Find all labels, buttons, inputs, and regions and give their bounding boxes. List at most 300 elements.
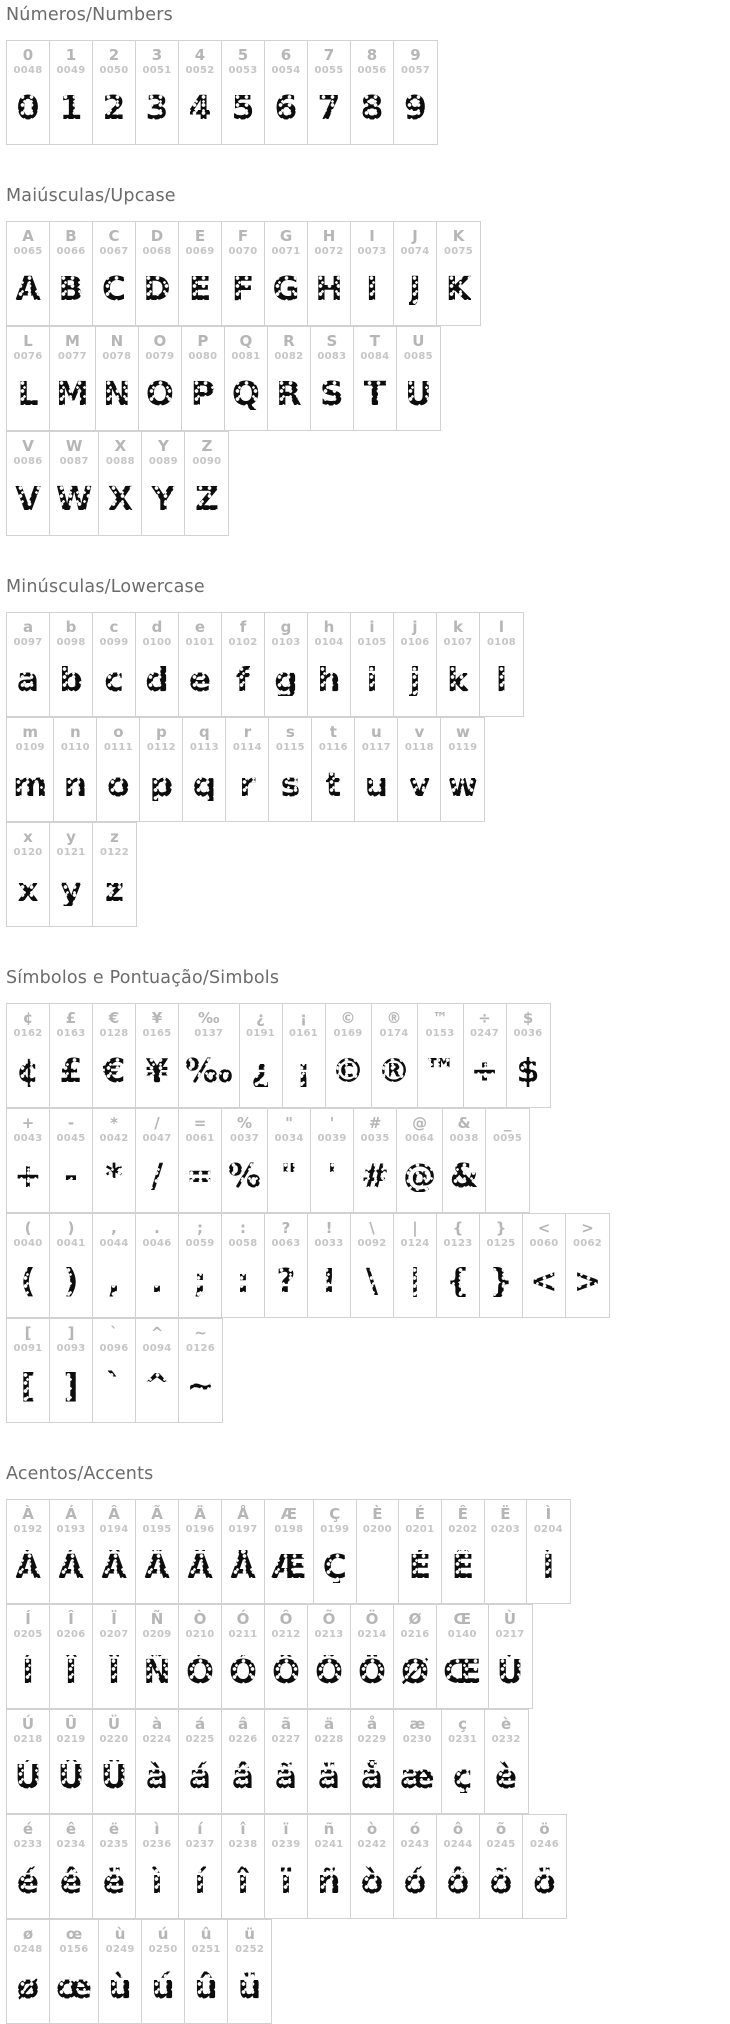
char-code: 0220 <box>99 1734 129 1745</box>
char-code: 0049 <box>56 65 86 76</box>
glyph-cell <box>351 613 394 716</box>
glyph-box <box>13 859 43 920</box>
char-code: 0069 <box>185 246 215 257</box>
char-code: 0055 <box>314 65 344 76</box>
font-glyph: ç <box>452 1757 473 1796</box>
font-glyph: / <box>150 1156 164 1195</box>
glyph-cell <box>136 222 179 325</box>
char-code: 0117 <box>361 742 391 753</box>
char-code: 0080 <box>188 351 218 362</box>
glyph-cell <box>7 41 50 144</box>
font-glyph: Ò <box>185 1652 215 1691</box>
glyph-cell <box>437 1605 489 1708</box>
reference-char: ç <box>458 1715 468 1733</box>
reference-char: è <box>501 1715 512 1733</box>
char-code: 0040 <box>13 1238 43 1249</box>
char-code: 0115 <box>275 742 305 753</box>
char-code: 0234 <box>56 1839 86 1850</box>
glyph-box <box>56 1536 86 1597</box>
glyph-cell <box>523 1214 566 1317</box>
font-glyph: Á <box>58 1547 84 1586</box>
glyph-cell <box>283 1004 326 1107</box>
font-glyph: Â <box>101 1547 127 1586</box>
char-code: 0194 <box>99 1524 129 1535</box>
char-code: 0112 <box>146 742 176 753</box>
font-glyph: Õ <box>314 1652 344 1691</box>
glyph-box <box>363 1536 392 1597</box>
char-code: 0063 <box>271 1238 301 1249</box>
reference-char: g <box>280 618 292 636</box>
font-glyph: Ì <box>542 1547 555 1586</box>
section-title-symbols: Símbolos e Pontuação/Simbols <box>6 968 280 988</box>
reference-char: Ê <box>457 1505 468 1523</box>
glyph-box <box>470 1040 500 1101</box>
glyph-cell <box>308 1815 351 1918</box>
font-glyph: î <box>237 1862 249 1901</box>
font-glyph: & <box>449 1156 479 1195</box>
char-code: 0105 <box>357 637 387 648</box>
section-symbols <box>6 967 730 1423</box>
glyph-box <box>246 1040 276 1101</box>
char-row <box>6 1604 533 1709</box>
glyph-cell <box>7 432 50 535</box>
glyph-cell <box>351 41 394 144</box>
glyph-cell <box>139 327 182 430</box>
reference-char: Ã <box>151 1505 163 1523</box>
font-glyph: ¿ <box>250 1051 271 1090</box>
glyph-box <box>185 1746 215 1807</box>
glyph-box <box>228 1536 258 1597</box>
font-glyph: V <box>15 479 41 518</box>
char-code: 0057 <box>400 65 431 76</box>
glyph-box <box>99 1746 129 1807</box>
font-glyph: æ <box>400 1757 435 1796</box>
glyph-cell <box>418 1004 464 1107</box>
glyph-box <box>228 1145 261 1206</box>
char-code: 0224 <box>142 1734 172 1745</box>
char-code: 0125 <box>486 1238 516 1249</box>
glyph-cell <box>265 613 308 716</box>
font-glyph: Y <box>151 479 176 518</box>
char-code: 0091 <box>13 1343 43 1354</box>
glyph-cell <box>142 432 185 535</box>
font-glyph: Î <box>64 1652 78 1691</box>
glyph-cell <box>93 1214 136 1317</box>
font-glyph: ù <box>108 1967 132 2006</box>
glyph-box <box>142 1145 172 1206</box>
reference-char: ö <box>539 1820 550 1838</box>
char-code: 0070 <box>228 246 258 257</box>
font-glyph: 8 <box>360 88 384 127</box>
glyph-box <box>271 1536 307 1597</box>
glyph-box <box>191 1956 221 2017</box>
font-glyph: H <box>315 269 343 308</box>
glyph-cell <box>142 1920 185 2023</box>
char-row-wrap <box>6 1003 730 1108</box>
reference-char: 9 <box>410 46 421 64</box>
reference-char: Ó <box>236 1610 250 1628</box>
glyph-box <box>232 754 262 815</box>
section-uppercase <box>6 185 730 536</box>
reference-char: k <box>453 618 463 636</box>
glyph-box <box>443 1250 473 1311</box>
char-code: 0074 <box>400 246 430 257</box>
glyph-box <box>492 1145 523 1206</box>
reference-char: 4 <box>194 46 206 64</box>
reference-char: R <box>283 332 295 350</box>
char-code: 0060 <box>529 1238 559 1249</box>
glyph-cell <box>50 1500 93 1603</box>
glyph-cell <box>394 222 437 325</box>
glyph-box <box>185 77 215 138</box>
char-code: 0246 <box>529 1839 560 1850</box>
reference-char: ÷ <box>478 1009 491 1027</box>
glyph-cell <box>136 1815 179 1918</box>
font-glyph: ú <box>151 1967 175 2006</box>
glyph-cell <box>326 1004 372 1107</box>
char-code: 0106 <box>400 637 430 648</box>
char-code: 0066 <box>56 246 86 257</box>
glyph-cell <box>179 1815 222 1918</box>
glyph-box <box>274 363 304 424</box>
glyph-box <box>443 649 473 710</box>
char-code: 0197 <box>228 1524 258 1535</box>
reference-char: ) <box>67 1219 75 1237</box>
glyph-cell <box>222 613 265 716</box>
font-glyph: 3 <box>145 88 169 127</box>
font-glyph: Å <box>230 1547 256 1586</box>
font-glyph: I <box>365 269 379 308</box>
section-numbers <box>6 4 730 145</box>
section-rows-uppercase <box>6 221 730 536</box>
char-code: 0042 <box>99 1133 129 1144</box>
reference-char: r <box>243 723 252 741</box>
glyph-cell <box>308 613 351 716</box>
glyph-box <box>320 1536 350 1597</box>
section-lowercase <box>6 576 730 927</box>
reference-char: | <box>412 1219 418 1237</box>
glyph-box <box>486 1851 516 1912</box>
glyph-box <box>271 1746 301 1807</box>
char-code: 0073 <box>357 246 387 257</box>
reference-char: ò <box>366 1820 378 1838</box>
glyph-cell <box>7 1214 50 1317</box>
glyph-cell <box>268 327 311 430</box>
reference-char: ü <box>244 1925 255 1943</box>
glyph-cell <box>136 1710 179 1813</box>
char-code: 0200 <box>362 1524 392 1535</box>
char-code: 0108 <box>486 637 517 648</box>
font-glyph: ô <box>446 1862 470 1901</box>
char-code: 0035 <box>360 1133 390 1144</box>
reference-char: ! <box>325 1219 333 1237</box>
reference-char: & <box>457 1114 471 1132</box>
glyph-cell <box>7 327 50 430</box>
reference-char: ñ <box>323 1820 335 1838</box>
reference-char: A <box>22 227 34 245</box>
glyph-cell <box>394 613 437 716</box>
char-code: 0202 <box>448 1524 478 1535</box>
reference-char: c <box>109 618 119 636</box>
glyph-box <box>491 1536 520 1597</box>
glyph-box <box>443 258 474 319</box>
glyph-cell <box>314 1500 357 1603</box>
reference-char: ® <box>386 1009 402 1027</box>
glyph-box <box>142 1851 172 1912</box>
glyph-box <box>357 649 387 710</box>
reference-char: ô <box>452 1820 464 1838</box>
font-glyph: G <box>272 269 300 308</box>
font-glyph: S <box>319 374 344 413</box>
glyph-box <box>317 363 347 424</box>
reference-char: ™ <box>432 1009 448 1027</box>
char-code: 0041 <box>56 1238 86 1249</box>
glyph-cell <box>50 823 93 926</box>
reference-char: ¥ <box>151 1009 163 1027</box>
reference-char: o <box>113 723 124 741</box>
glyph-box <box>13 1851 43 1912</box>
font-glyph: : <box>236 1261 250 1300</box>
reference-char: t <box>329 723 337 741</box>
font-glyph: b <box>59 660 83 699</box>
font-glyph: Ï <box>107 1652 121 1691</box>
char-row <box>6 1003 551 1108</box>
char-code: 0213 <box>314 1629 344 1640</box>
char-code: 0192 <box>13 1524 43 1535</box>
char-code: 0219 <box>56 1734 86 1745</box>
reference-char: Ì <box>545 1505 552 1523</box>
glyph-box <box>318 754 348 815</box>
glyph-cell <box>398 718 441 821</box>
glyph-box <box>99 1536 129 1597</box>
char-code: 0231 <box>448 1734 478 1745</box>
char-row <box>6 40 438 145</box>
font-glyph: - <box>64 1156 78 1195</box>
reference-char: - <box>67 1114 75 1132</box>
font-glyph: v <box>408 765 431 804</box>
char-code: 0128 <box>99 1028 129 1039</box>
reference-char: / <box>154 1114 160 1132</box>
glyph-cell <box>93 1500 136 1603</box>
glyph-cell <box>50 1214 93 1317</box>
reference-char: ¢ <box>22 1009 34 1027</box>
font-glyph: l <box>495 660 508 699</box>
char-code: 0085 <box>403 351 433 362</box>
reference-char: Û <box>64 1715 78 1733</box>
glyph-cell <box>7 222 50 325</box>
reference-char: ì <box>154 1820 160 1838</box>
char-code: 0084 <box>360 351 390 362</box>
glyph-cell <box>480 1214 523 1317</box>
reference-char: © <box>340 1009 356 1027</box>
char-row <box>6 221 481 326</box>
glyph-box <box>275 754 305 815</box>
glyph-cell <box>442 1500 485 1603</box>
font-glyph: ó <box>403 1862 427 1901</box>
glyph-cell <box>437 1815 480 1918</box>
glyph-cell <box>222 1500 265 1603</box>
glyph-cell <box>507 1004 550 1107</box>
glyph-cell <box>265 222 308 325</box>
char-code: 0165 <box>142 1028 172 1039</box>
glyph-box <box>317 1145 347 1206</box>
glyph-cell <box>351 1214 394 1317</box>
glyph-box <box>56 258 86 319</box>
char-code: 0247 <box>470 1028 500 1039</box>
glyph-box <box>400 1851 430 1912</box>
reference-char: @ <box>412 1114 428 1132</box>
reference-char: ‰ <box>197 1009 220 1027</box>
glyph-cell <box>308 1214 351 1317</box>
font-glyph: ê <box>59 1862 83 1901</box>
reference-char: é <box>22 1820 34 1838</box>
char-code: 0083 <box>317 351 347 362</box>
char-row <box>6 717 485 822</box>
glyph-cell <box>185 1920 228 2023</box>
glyph-box <box>102 363 132 424</box>
glyph-cell <box>443 1109 486 1212</box>
glyph-box <box>142 649 172 710</box>
reference-char: å <box>366 1715 378 1733</box>
section-rows-accents <box>6 1499 730 2024</box>
reference-char: e <box>194 618 206 636</box>
char-code: 0236 <box>142 1839 172 1850</box>
char-code: 0118 <box>404 742 434 753</box>
reference-char: % <box>237 1114 253 1132</box>
glyph-box <box>99 1641 129 1702</box>
char-row <box>6 1814 567 1919</box>
glyph-box <box>99 649 129 710</box>
char-code: 0068 <box>142 246 172 257</box>
font-glyph: Ö <box>357 1652 387 1691</box>
char-code: 0102 <box>228 637 258 648</box>
glyph-box <box>146 754 176 815</box>
char-code: 0238 <box>228 1839 258 1850</box>
reference-char: H <box>322 227 336 245</box>
reference-char: Õ <box>322 1610 336 1628</box>
char-code: 0248 <box>13 1944 43 1955</box>
glyph-box <box>56 77 86 138</box>
reference-char: ë <box>108 1820 120 1838</box>
font-glyph: 2 <box>102 88 126 127</box>
char-row <box>6 1919 272 2024</box>
char-row-wrap <box>6 1919 730 2024</box>
glyph-cell <box>136 1004 179 1107</box>
reference-char: * <box>110 1114 118 1132</box>
glyph-box <box>185 1355 216 1416</box>
reference-char: a <box>22 618 34 636</box>
reference-char: 3 <box>151 46 163 64</box>
glyph-box <box>142 1040 172 1101</box>
glyph-cell <box>222 1605 265 1708</box>
section-accents <box>6 1463 730 2024</box>
glyph-box <box>314 1641 344 1702</box>
glyph-cell <box>265 1214 308 1317</box>
glyph-cell <box>97 718 140 821</box>
glyph-box <box>403 1145 436 1206</box>
glyph-box <box>274 1145 304 1206</box>
glyph-cell <box>7 1004 50 1107</box>
glyph-cell <box>222 1109 268 1212</box>
glyph-cell <box>480 1815 523 1918</box>
font-glyph: s <box>280 765 301 804</box>
glyph-cell <box>228 1920 271 2023</box>
reference-char: € <box>108 1009 120 1027</box>
reference-char: ú <box>157 1925 169 1943</box>
glyph-cell <box>372 1004 418 1107</box>
font-glyph: c <box>104 660 124 699</box>
char-code: 0226 <box>228 1734 258 1745</box>
glyph-box <box>271 77 301 138</box>
char-code: 0161 <box>289 1028 319 1039</box>
glyph-cell <box>179 1710 222 1813</box>
font-glyph: ï <box>280 1862 292 1901</box>
reference-char: ê <box>65 1820 77 1838</box>
reference-char: N <box>110 332 124 350</box>
glyph-box <box>228 1250 258 1311</box>
glyph-box <box>357 77 387 138</box>
char-code: 0082 <box>274 351 304 362</box>
font-glyph: À <box>15 1547 41 1586</box>
section-rows-numbers <box>6 40 730 145</box>
reference-char: 7 <box>323 46 335 64</box>
reference-char: â <box>237 1715 249 1733</box>
glyph-cell <box>265 1605 308 1708</box>
reference-char: õ <box>495 1820 507 1838</box>
glyph-cell <box>222 41 265 144</box>
glyph-cell <box>183 718 226 821</box>
char-code: 0089 <box>148 456 178 467</box>
glyph-box <box>185 1040 233 1101</box>
glyph-cell <box>50 1605 93 1708</box>
reference-char: M <box>64 332 80 350</box>
char-row <box>6 822 137 927</box>
glyph-cell <box>50 41 93 144</box>
glyph-box <box>148 468 178 529</box>
font-glyph: £ <box>59 1051 83 1090</box>
reference-char: { <box>452 1219 464 1237</box>
glyph-box <box>228 258 258 319</box>
glyph-cell <box>308 222 351 325</box>
glyph-box <box>271 649 301 710</box>
glyph-cell <box>480 613 523 716</box>
glyph-cell <box>7 1500 50 1603</box>
reference-char: Í <box>25 1610 31 1628</box>
char-code: 0169 <box>333 1028 363 1039</box>
char-code: 0245 <box>486 1839 516 1850</box>
glyph-cell <box>7 1710 50 1813</box>
reference-char: È <box>372 1505 383 1523</box>
reference-char: ^ <box>150 1324 164 1342</box>
glyph-cell <box>485 1710 528 1813</box>
font-glyph: ~ <box>186 1366 215 1405</box>
glyph-cell <box>485 1500 527 1603</box>
char-code: 0067 <box>99 246 129 257</box>
font-glyph: Û <box>57 1757 85 1796</box>
reference-char: Ñ <box>150 1610 164 1628</box>
glyph-cell <box>222 1815 265 1918</box>
font-glyph: } <box>489 1261 513 1300</box>
glyph-cell <box>442 1710 485 1813</box>
glyph-box <box>405 1536 435 1597</box>
char-code: 0092 <box>357 1238 387 1249</box>
glyph-box <box>529 1250 559 1311</box>
glyph-cell <box>93 613 136 716</box>
font-glyph: Ó <box>228 1652 258 1691</box>
char-code: 0233 <box>13 1839 43 1850</box>
glyph-box <box>360 363 390 424</box>
font-glyph: ñ <box>317 1862 341 1901</box>
